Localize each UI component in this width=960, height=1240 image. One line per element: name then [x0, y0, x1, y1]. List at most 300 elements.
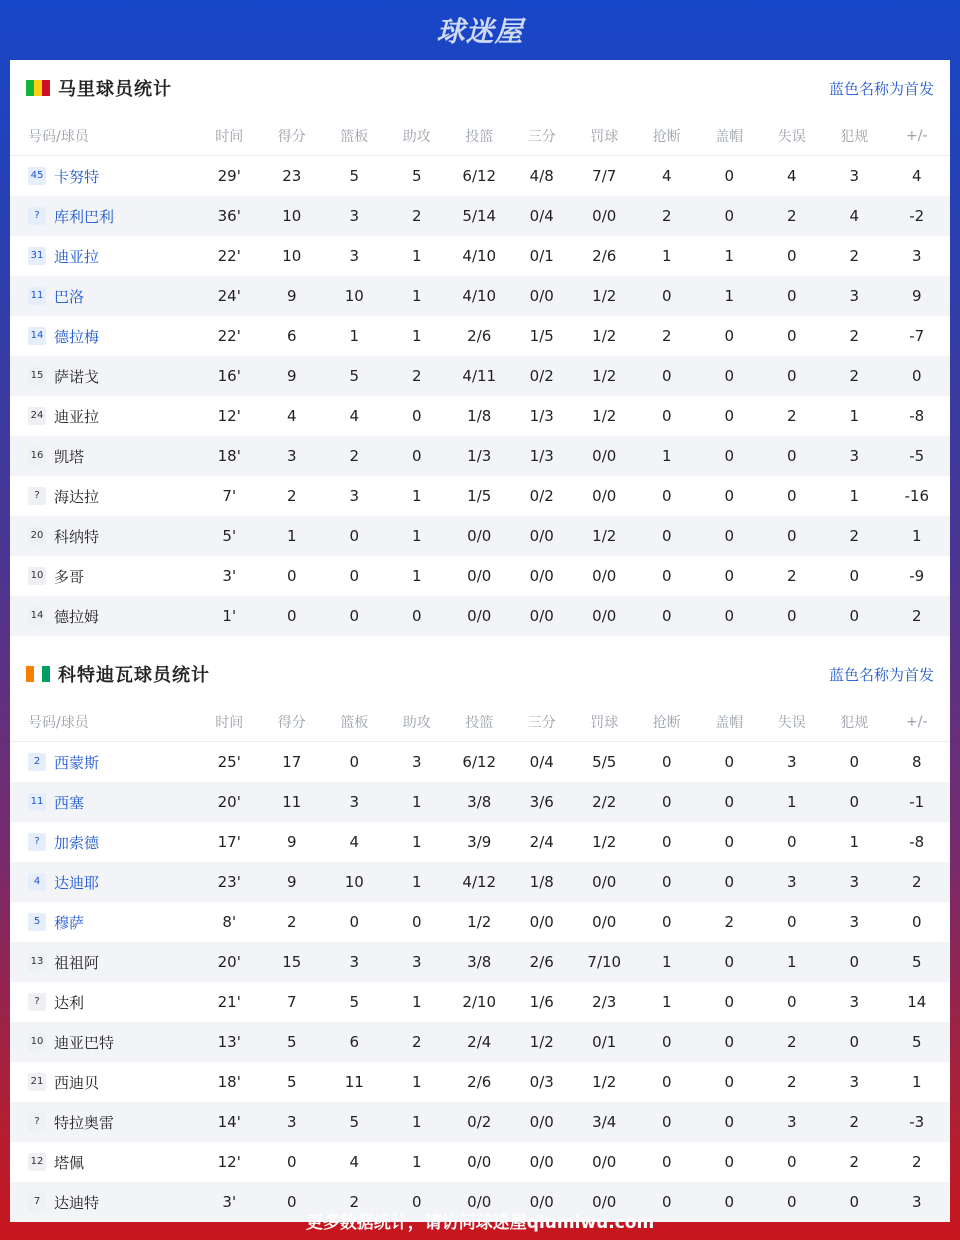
stat-cell: 0: [661, 607, 672, 625]
team-section: [10, 60, 950, 646]
stat-cell: 16': [217, 367, 241, 385]
stat-cell: 3': [222, 567, 237, 585]
jersey-number-badge: 7: [28, 1193, 46, 1211]
stat-cell: 5': [222, 527, 237, 545]
stat-cell: 3: [286, 1113, 297, 1131]
table-row[interactable]: [10, 396, 950, 436]
stat-cell: 2/3: [592, 993, 617, 1011]
stat-cell: -2: [909, 207, 925, 225]
stat-cell: 1: [411, 833, 422, 851]
stat-cell: 1: [661, 953, 672, 971]
stat-cell: 0: [724, 1153, 735, 1171]
player-name-link[interactable]: 卡努特: [54, 167, 100, 186]
stat-cell: 0: [661, 793, 672, 811]
stat-cell: 6: [349, 1033, 360, 1051]
column-header[interactable]: +/-: [906, 713, 928, 730]
stat-cell: 2: [286, 487, 297, 505]
stat-cell: 2: [849, 327, 860, 345]
stat-cell: 0/0: [592, 913, 617, 931]
stat-cell: 8: [911, 753, 922, 771]
stat-cell: 2: [849, 527, 860, 545]
stat-cell: 3/6: [529, 793, 554, 811]
stat-cell: 2: [786, 407, 797, 425]
column-header[interactable]: 投篮: [465, 714, 494, 731]
stat-cell: 0: [661, 1113, 672, 1131]
player-cell: [10, 752, 198, 773]
stat-cell: -5: [909, 447, 925, 465]
table-row[interactable]: [10, 822, 950, 862]
stat-cell: 3: [849, 993, 860, 1011]
column-header[interactable]: 时间: [215, 714, 244, 731]
column-header[interactable]: 盖帽: [715, 128, 744, 145]
stat-cell: 1: [411, 287, 422, 305]
starter-legend: 蓝色名称为首发: [828, 79, 934, 98]
player-name-link[interactable]: 萨诺戈: [54, 367, 100, 386]
stat-cell: -8: [909, 407, 925, 425]
flag-stripe: [34, 666, 42, 682]
stat-cell: 36': [217, 207, 241, 225]
player-name-link[interactable]: 达利: [54, 993, 85, 1012]
stat-cell: 2: [786, 1033, 797, 1051]
player-name-link[interactable]: 海达拉: [54, 487, 100, 506]
stat-cell: 0: [724, 833, 735, 851]
stat-cell: 4: [849, 207, 860, 225]
stat-cell: 0: [849, 753, 860, 771]
player-cell: [10, 1032, 198, 1053]
stat-cell: 17': [217, 833, 241, 851]
stat-cell: 9: [286, 367, 297, 385]
stat-cell: 0: [786, 993, 797, 1011]
table-header: [10, 702, 950, 742]
stat-cell: 0: [661, 367, 672, 385]
player-name-link[interactable]: 迪亚巴特: [54, 1033, 115, 1052]
stat-cell: 0: [724, 1113, 735, 1131]
stat-cell: 3/9: [467, 833, 492, 851]
jersey-number-badge: 11: [28, 793, 46, 811]
player-cell: [10, 366, 198, 387]
jersey-number-badge: 16: [28, 447, 46, 465]
jersey-number-badge: 20: [28, 527, 46, 545]
table-row[interactable]: [10, 942, 950, 982]
stat-cell: 2: [786, 1073, 797, 1091]
stat-cell: 0: [661, 487, 672, 505]
table-row[interactable]: [10, 982, 950, 1022]
column-header[interactable]: 罚球: [590, 714, 619, 731]
stat-cell: 0/0: [529, 1153, 554, 1171]
stat-cell: 3: [349, 793, 360, 811]
stat-cell: -7: [909, 327, 925, 345]
stat-cell: 2: [724, 913, 735, 931]
jersey-number-badge: 24: [28, 407, 46, 425]
stat-cell: 1/8: [467, 407, 492, 425]
team-title: 马里球员统计: [58, 79, 172, 100]
player-cell: [10, 832, 198, 853]
stat-cell: 0/0: [467, 567, 492, 585]
table-row[interactable]: [10, 356, 950, 396]
table-row[interactable]: [10, 782, 950, 822]
stat-cell: 20': [217, 953, 241, 971]
stat-cell: 0: [724, 793, 735, 811]
stat-cell: 5: [349, 367, 360, 385]
stat-cell: 3: [849, 1073, 860, 1091]
player-name-link[interactable]: 德拉梅: [54, 327, 100, 346]
footer-banner[interactable]: [0, 1200, 960, 1240]
stat-cell: 0: [411, 913, 422, 931]
section-header: [10, 646, 950, 702]
stat-cell: 7/10: [587, 953, 622, 971]
stat-cell: 14': [217, 1113, 241, 1131]
table-row[interactable]: [10, 476, 950, 516]
stat-cell: 1/2: [592, 527, 617, 545]
stat-cell: 23': [217, 873, 241, 891]
stat-cell: 2: [849, 367, 860, 385]
stat-cell: 1/5: [467, 487, 492, 505]
stat-cell: 0/4: [529, 207, 554, 225]
jersey-number-badge: ?: [28, 833, 46, 851]
player-cell: [10, 166, 198, 187]
stat-cell: 5: [911, 1033, 922, 1051]
table-row[interactable]: [10, 436, 950, 476]
column-header[interactable]: 三分: [527, 128, 556, 145]
player-name-link[interactable]: 库利巴利: [54, 207, 115, 226]
player-cell: [10, 912, 198, 933]
player-cell: [10, 1112, 198, 1133]
stat-cell: 22': [217, 327, 241, 345]
stat-cell: 1: [411, 793, 422, 811]
jersey-number-badge: 45: [28, 167, 46, 185]
table-row[interactable]: [10, 1022, 950, 1062]
player-cell: [10, 526, 198, 547]
stat-cell: 3: [786, 753, 797, 771]
stat-cell: 1: [411, 567, 422, 585]
jersey-number-badge: 21: [28, 1073, 46, 1091]
stat-cell: 0/0: [592, 487, 617, 505]
starter-legend: 蓝色名称为首发: [828, 665, 934, 684]
stat-cell: 4/12: [462, 873, 497, 891]
stat-cell: 1: [411, 993, 422, 1011]
player-name-link[interactable]: 西塞: [54, 793, 85, 812]
column-header[interactable]: 得分: [277, 714, 306, 731]
stat-cell: 0: [286, 567, 297, 585]
stat-cell: 1/2: [592, 367, 617, 385]
stat-cell: 5: [349, 1113, 360, 1131]
player-name-link[interactable]: 祖祖阿: [54, 953, 100, 972]
stat-cell: 1/6: [529, 993, 554, 1011]
column-header[interactable]: 犯规: [840, 128, 869, 145]
stat-cell: 4: [349, 1153, 360, 1171]
stat-cell: 0: [849, 793, 860, 811]
stat-cell: 2/4: [529, 833, 554, 851]
player-cell: [10, 992, 198, 1013]
stat-cell: 1: [724, 247, 735, 265]
column-header[interactable]: 失误: [777, 128, 806, 145]
stat-cell: 2: [911, 607, 922, 625]
stat-cell: 4: [349, 833, 360, 851]
stat-cell: 0/2: [529, 487, 554, 505]
stat-cell: 0: [849, 1033, 860, 1051]
player-name-link[interactable]: 西迪贝: [54, 1073, 100, 1092]
stat-cell: 0/0: [529, 527, 554, 545]
section-header: [10, 60, 950, 116]
stat-cell: 1/5: [529, 327, 554, 345]
column-header[interactable]: 投篮: [465, 128, 494, 145]
stat-cell: 0/0: [529, 287, 554, 305]
stat-cell: 2/2: [592, 793, 617, 811]
column-header[interactable]: 失误: [777, 714, 806, 731]
stat-cell: 5: [349, 993, 360, 1011]
stat-cell: 1: [286, 527, 297, 545]
stat-cell: 0: [724, 527, 735, 545]
flag-stripe: [26, 666, 34, 682]
column-header[interactable]: 号码/球员: [28, 714, 89, 731]
stat-cell: 1: [661, 447, 672, 465]
stat-cell: 1/2: [592, 833, 617, 851]
stat-cell: 2: [411, 1033, 422, 1051]
player-cell: [10, 406, 198, 427]
stat-cell: 4: [911, 167, 922, 185]
stat-cell: 0/0: [592, 1193, 617, 1211]
stat-cell: 0/0: [592, 873, 617, 891]
stat-cell: 14: [907, 993, 927, 1011]
stat-cell: 0: [911, 913, 922, 931]
stat-cell: 2: [661, 207, 672, 225]
player-cell: [10, 952, 198, 973]
stat-cell: 2/4: [467, 1033, 492, 1051]
player-name-link[interactable]: 巴洛: [54, 287, 85, 306]
player-name-link[interactable]: 科纳特: [54, 527, 100, 546]
table-row[interactable]: [10, 862, 950, 902]
column-header[interactable]: 三分: [527, 714, 556, 731]
stat-cell: 6/12: [462, 753, 497, 771]
stat-cell: 0/0: [529, 1193, 554, 1211]
player-name-link[interactable]: 多哥: [54, 567, 85, 586]
stat-cell: 0: [786, 527, 797, 545]
stat-cell: 0/4: [529, 753, 554, 771]
column-header[interactable]: 助攻: [402, 714, 431, 731]
player-name-link[interactable]: 穆萨: [54, 913, 85, 932]
stat-cell: 1: [786, 953, 797, 971]
stat-cell: 3: [349, 247, 360, 265]
section-title: [26, 661, 210, 687]
stat-cell: 0: [724, 1073, 735, 1091]
team-section: [10, 646, 950, 1222]
player-name-link[interactable]: 德拉姆: [54, 607, 100, 626]
stat-cell: 2: [349, 447, 360, 465]
stat-cell: 4: [786, 167, 797, 185]
stat-cell: 1/3: [529, 447, 554, 465]
stat-cell: 5: [286, 1073, 297, 1091]
stat-cell: 3: [911, 247, 922, 265]
stat-cell: 2/6: [529, 953, 554, 971]
stat-cell: 1: [411, 1113, 422, 1131]
table-row[interactable]: [10, 316, 950, 356]
stat-cell: 2: [411, 367, 422, 385]
jersey-number-badge: 31: [28, 247, 46, 265]
stat-cell: 0/3: [529, 1073, 554, 1091]
stat-cell: 2/6: [467, 1073, 492, 1091]
column-header[interactable]: +/-: [906, 127, 928, 144]
stat-cell: 4/8: [529, 167, 554, 185]
stat-cell: 3: [411, 753, 422, 771]
stat-cell: 2: [286, 913, 297, 931]
table-row[interactable]: [10, 236, 950, 276]
stat-cell: 1: [849, 833, 860, 851]
column-header[interactable]: 篮板: [340, 128, 369, 145]
stat-cell: 1/8: [529, 873, 554, 891]
table-row[interactable]: [10, 196, 950, 236]
column-header[interactable]: 盖帽: [715, 714, 744, 731]
player-name-link[interactable]: 西蒙斯: [54, 753, 100, 772]
table-row[interactable]: [10, 156, 950, 196]
jersey-number-badge: 10: [28, 567, 46, 585]
stat-cell: 1: [411, 1073, 422, 1091]
flag-stripe: [26, 80, 34, 96]
stat-cell: 2: [911, 1153, 922, 1171]
stat-cell: 11: [282, 793, 302, 811]
stat-cell: 0: [786, 447, 797, 465]
stat-cell: 0/0: [529, 607, 554, 625]
player-name-link[interactable]: 达迪特: [54, 1193, 100, 1212]
column-header[interactable]: 得分: [277, 128, 306, 145]
table-row[interactable]: [10, 276, 950, 316]
stat-cell: 3': [222, 1193, 237, 1211]
stat-cell: 6: [286, 327, 297, 345]
stat-cell: 3: [349, 953, 360, 971]
stat-cell: 12': [217, 407, 241, 425]
stat-cell: 12': [217, 1153, 241, 1171]
stat-cell: 9: [286, 287, 297, 305]
stat-cell: 2/6: [592, 247, 617, 265]
stat-cell: 1: [349, 327, 360, 345]
stat-cell: 0: [661, 567, 672, 585]
stat-cell: 0: [661, 1073, 672, 1091]
table-row[interactable]: [10, 596, 950, 636]
stat-cell: 5/5: [592, 753, 617, 771]
player-name-link[interactable]: 塔佩: [54, 1153, 85, 1172]
player-cell: [10, 286, 198, 307]
stat-cell: 3/4: [592, 1113, 617, 1131]
stat-cell: 1: [849, 487, 860, 505]
stat-cell: 0: [849, 953, 860, 971]
stat-cell: 0: [724, 567, 735, 585]
stat-cell: 7/7: [592, 167, 617, 185]
flag-icon: [26, 666, 50, 682]
column-header[interactable]: 抢断: [652, 128, 681, 145]
stat-cell: 10: [282, 207, 302, 225]
stat-cell: 2/10: [462, 993, 497, 1011]
stat-cell: 0: [849, 567, 860, 585]
stat-cell: 0: [724, 167, 735, 185]
player-name-link[interactable]: 特拉奥雷: [54, 1113, 115, 1132]
stat-cell: 4/10: [462, 287, 497, 305]
stat-cell: 0/0: [467, 1193, 492, 1211]
stat-cell: 0: [286, 1193, 297, 1211]
stat-cell: 0/0: [529, 1113, 554, 1131]
stat-cell: 10: [282, 247, 302, 265]
table-row[interactable]: [10, 1102, 950, 1142]
stat-cell: 0: [786, 487, 797, 505]
stat-cell: 1/2: [592, 407, 617, 425]
player-cell: [10, 1152, 198, 1173]
column-header[interactable]: 助攻: [402, 128, 431, 145]
column-header[interactable]: 篮板: [340, 714, 369, 731]
stat-cell: 5: [286, 1033, 297, 1051]
table-row[interactable]: [10, 1062, 950, 1102]
stat-cell: 22': [217, 247, 241, 265]
player-name-link[interactable]: 迪亚拉: [54, 407, 100, 426]
stat-cell: 0: [786, 287, 797, 305]
table-row[interactable]: [10, 1142, 950, 1182]
stat-cell: 2: [786, 207, 797, 225]
player-cell: [10, 446, 198, 467]
player-cell: [10, 872, 198, 893]
column-header[interactable]: 号码/球员: [28, 128, 89, 145]
stat-cell: 0: [661, 753, 672, 771]
stat-cell: 0: [911, 367, 922, 385]
stat-cell: 0/2: [529, 367, 554, 385]
player-name-link[interactable]: 达迪耶: [54, 873, 100, 892]
stat-cell: 0/1: [592, 1033, 617, 1051]
player-name-link[interactable]: 凯塔: [54, 447, 85, 466]
stat-cell: 0: [661, 287, 672, 305]
column-header[interactable]: 抢断: [652, 714, 681, 731]
player-name-link[interactable]: 迪亚拉: [54, 247, 100, 266]
column-header[interactable]: 罚球: [590, 128, 619, 145]
stat-cell: 3: [849, 287, 860, 305]
stat-cell: 2: [786, 567, 797, 585]
player-cell: [10, 566, 198, 587]
jersey-number-badge: 14: [28, 607, 46, 625]
stat-cell: 0: [786, 1153, 797, 1171]
section-spacer: [10, 636, 950, 646]
table-row[interactable]: [10, 742, 950, 782]
player-name-link[interactable]: 加索德: [54, 833, 100, 852]
stat-cell: 7': [222, 487, 237, 505]
stat-cell: 0: [661, 527, 672, 545]
stat-cell: 5/14: [462, 207, 497, 225]
stat-cell: 0/0: [467, 607, 492, 625]
column-header[interactable]: 时间: [215, 128, 244, 145]
jersey-number-badge: ?: [28, 487, 46, 505]
stat-cell: 15: [282, 953, 302, 971]
stat-cell: 0: [661, 833, 672, 851]
brand-logo: [0, 0, 960, 60]
stat-cell: 1/2: [467, 913, 492, 931]
stats-card: [10, 60, 950, 1212]
stat-cell: 0: [411, 447, 422, 465]
stat-cell: 1/2: [592, 287, 617, 305]
table-row[interactable]: [10, 516, 950, 556]
jersey-number-badge: ?: [28, 993, 46, 1011]
stat-cell: 0: [349, 527, 360, 545]
column-header[interactable]: 犯规: [840, 714, 869, 731]
stat-cell: 0: [661, 913, 672, 931]
stat-cell: 0: [661, 407, 672, 425]
stat-cell: 11: [344, 1073, 364, 1091]
flag-stripe: [42, 666, 50, 682]
stat-cell: 3: [786, 873, 797, 891]
stat-cell: 0: [724, 1033, 735, 1051]
jersey-number-badge: 15: [28, 367, 46, 385]
section-title: [26, 75, 172, 101]
stat-cell: 0: [349, 567, 360, 585]
table-row[interactable]: [10, 902, 950, 942]
stat-cell: -3: [909, 1113, 925, 1131]
stat-cell: 20': [217, 793, 241, 811]
table-row[interactable]: [10, 556, 950, 596]
stat-cell: 10: [344, 873, 364, 891]
stat-cell: 5: [349, 167, 360, 185]
